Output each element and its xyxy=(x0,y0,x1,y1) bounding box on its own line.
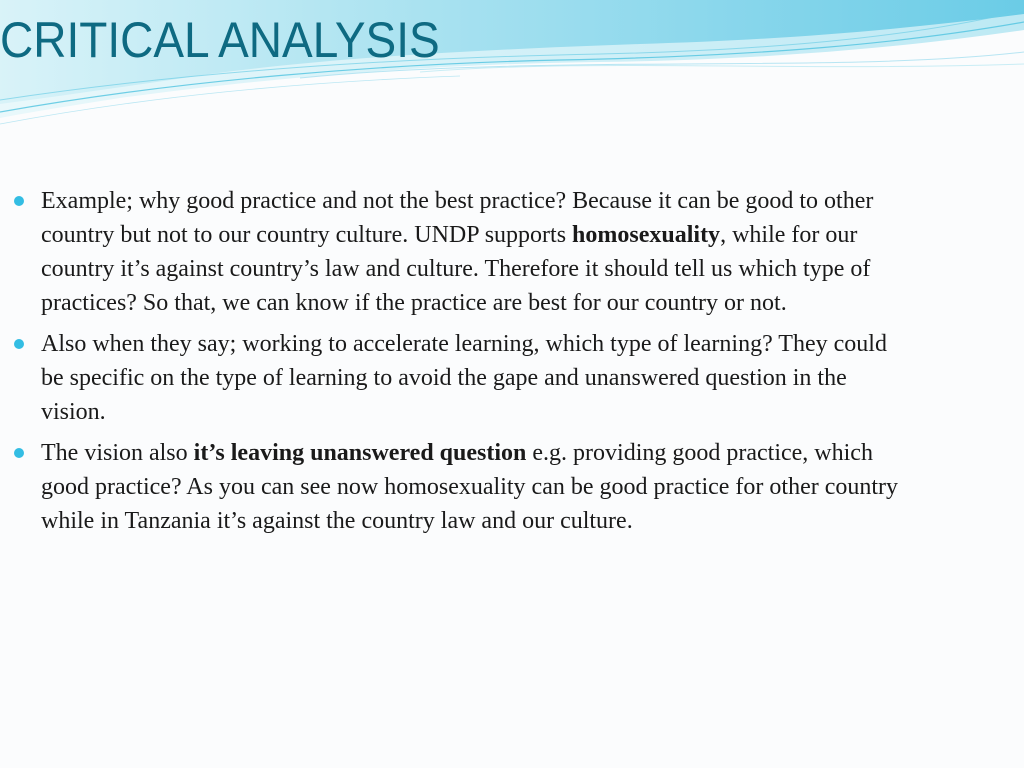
bullet-text xyxy=(41,327,914,429)
text-segment: The vision also xyxy=(41,440,194,466)
text-segment: e.g. providing good practice, which good practice? As you can see now homosexuality can be good practice for other country while in Tanzania it’s against the country law and our culture. xyxy=(41,440,899,534)
bullet-dot-icon xyxy=(14,448,24,458)
bold-text-segment: it’s leaving unanswered question xyxy=(193,440,527,466)
bullet-list xyxy=(14,184,914,545)
bullet-text xyxy=(41,184,914,320)
bullet-item xyxy=(14,327,914,429)
bullet-dot-icon xyxy=(14,196,24,206)
bullet-dot-icon xyxy=(14,339,24,349)
text-segment: Also when they say; working to accelerate learning, which type of learning? They could be specific on the type of learning to avoid the gape and unanswered question in the vision. xyxy=(41,331,887,425)
bold-text-segment: homosexuality xyxy=(572,222,721,248)
bullet-item xyxy=(14,436,914,538)
text-segment: , while for our country it’s against country’s law and culture. Therefore it should tell us which type of practices? So that, we can know if the practice are best for our country or not. xyxy=(41,222,871,316)
text-segment: Example; why good practice and not the best practice? Because it can be good to other country but not to our country culture. UNDP supports xyxy=(41,188,874,248)
slide-title: CRITICAL ANALYSIS xyxy=(0,12,440,68)
bullet-text xyxy=(41,436,914,538)
bullet-item xyxy=(14,184,914,320)
